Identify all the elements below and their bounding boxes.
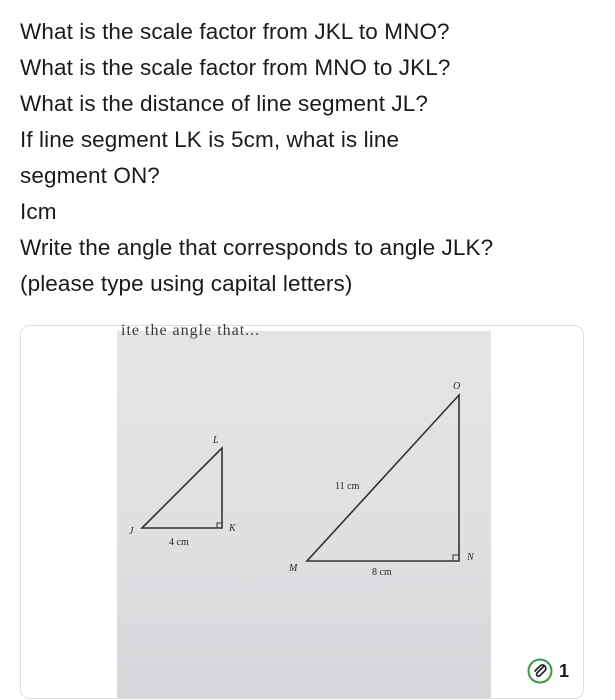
paperclip-icon	[527, 658, 553, 684]
question-line: segment ON?	[20, 163, 160, 188]
attachment-card[interactable]	[20, 322, 584, 699]
right-angle-mark-n	[453, 555, 459, 561]
triangle-figure	[117, 331, 491, 698]
vertex-j-label: J	[129, 526, 134, 537]
triangle-mno	[307, 395, 459, 561]
vertex-m-label: M	[289, 563, 298, 574]
question-line: Icm	[20, 199, 57, 224]
question-line: Write the angle that corresponds to angle JLK?	[20, 235, 494, 260]
attachment-count-indicator[interactable]	[527, 658, 569, 684]
vertex-k-label: K	[229, 523, 236, 534]
question-line: What is the scale factor from JKL to MNO?	[20, 19, 450, 44]
vertex-l-label: L	[213, 435, 219, 446]
vertex-n-label: N	[467, 552, 474, 563]
attached-photo[interactable]	[117, 322, 491, 698]
vertex-o-label: O	[453, 381, 461, 392]
attachment-count: 1	[558, 660, 569, 681]
question-text	[20, 14, 600, 302]
side-mo-label: 11 cm	[335, 481, 360, 492]
side-mn-label: 8 cm	[372, 567, 392, 578]
question-line: (please type using capital letters)	[20, 271, 353, 296]
cropped-text: ite the angle that...	[121, 322, 261, 339]
triangle-jkl	[142, 448, 222, 528]
side-jk-label: 4 cm	[169, 537, 189, 548]
question-line: What is the distance of line segment JL?	[20, 91, 428, 116]
question-line: What is the scale factor from MNO to JKL?	[20, 55, 451, 80]
question-line: If line segment LK is 5cm, what is line	[20, 127, 400, 152]
